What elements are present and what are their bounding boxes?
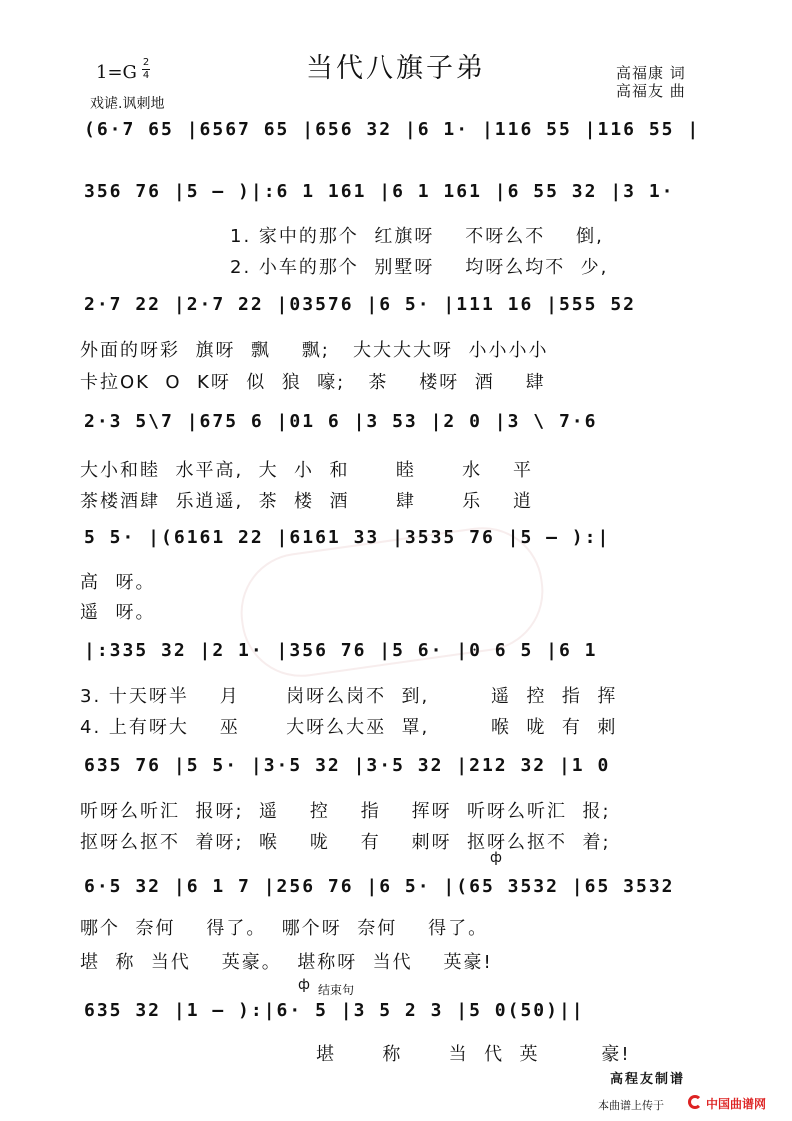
lyric-verse-2: 4. 上有呀大 巫 大呀么大巫 罩, 喉 咙 有 刺	[80, 717, 618, 738]
lyricist-credit: 高福康 词	[616, 64, 686, 82]
lyric-verse-2: 茶楼酒肆 乐逍遥, 茶 楼 酒 肆 乐 逍	[80, 491, 534, 512]
lyric-verse-2: 遥 呀。	[80, 602, 156, 623]
lyric-verse-1: 听呀么听汇 报呀; 遥 控 指 挥呀 听呀么听汇 报;	[80, 801, 611, 822]
ending-label: 结束句	[318, 983, 355, 997]
performance-style: 戏谑.讽刺地	[90, 96, 165, 112]
lyric-verse-2: 2. 小车的那个 别墅呀 均呀么均不 少,	[230, 257, 609, 278]
key-signature: 1=G	[96, 62, 137, 83]
lyric-final: 堪 称 当 代 英 豪!	[316, 1044, 631, 1065]
meter-top: 2	[142, 57, 150, 68]
lyric-verse-1: 1. 家中的那个 红旗呀 不呀么不 倒,	[230, 226, 604, 247]
lyric-verse-1: 哪个 奈何 得了。 哪个呀 奈何 得了。	[80, 918, 489, 939]
coda-sign: ф	[298, 977, 310, 993]
lyric-verse-1: 3. 十天呀半 月 岗呀么岗不 到, 遥 控 指 挥	[80, 686, 618, 707]
time-signature	[142, 58, 150, 81]
lyric-verse-1: 外面的呀彩 旗呀 飘 飘; 大大大大呀 小小小小	[80, 340, 549, 361]
site-logo: 中国曲谱网	[706, 1097, 767, 1111]
notation-line: 5 5· |(6161 22 |6161 33 |3535 76 |5 – ):|	[84, 527, 611, 548]
lyric-verse-1: 高 呀。	[80, 572, 156, 593]
notation-line: 2·7 22 |2·7 22 |03576 |6 5· |111 16 |555 52	[84, 294, 636, 315]
notation-line: |:335 32 |2 1· |356 76 |5 6· |0 6 5 |6 1	[84, 640, 598, 661]
site-logo-icon	[688, 1095, 702, 1109]
song-title: 当代八旗子弟	[306, 53, 486, 84]
composer-credit: 高福友 曲	[616, 82, 686, 100]
notation-line: 2·3 5\7 |675 6 |01 6 |3 53 |2 0 |3 \ 7·6	[84, 411, 598, 432]
notation-line: 635 76 |5 5· |3·5 32 |3·5 32 |212 32 |1 0	[84, 755, 611, 776]
lyric-verse-2: 卡拉OK O K呀 似 狼 嚎; 茶 楼呀 酒 肆	[80, 372, 546, 393]
coda-sign: ф	[490, 850, 502, 866]
meter-bottom: 4	[142, 70, 150, 81]
lyric-verse-2: 抠呀么抠不 着呀; 喉 咙 有 刺呀 抠呀么抠不 着;	[80, 832, 611, 853]
lyric-verse-1: 大小和睦 水平高, 大 小 和 睦 水 平	[80, 460, 534, 481]
upload-note: 本曲谱上传于	[598, 1099, 664, 1112]
lyric-verse-2: 堪 称 当代 英豪。 堪称呀 当代 英豪!	[80, 952, 493, 973]
notation-line: (6·7 65 |6567 65 |656 32 |6 1· |116 55 |116 55 |	[84, 119, 701, 140]
notation-line: 356 76 |5 – )|:6 1 161 |6 1 161 |6 55 32 |3 1·	[84, 181, 675, 202]
notation-line: 6·5 32 |6 1 7 |256 76 |6 5· |(65 3532 |65 3532	[84, 876, 675, 897]
arranger-credit: 高程友制谱	[610, 1072, 686, 1087]
notation-line: 635 32 |1 – ):|6· 5 |3 5 2 3 |5 0(50)||	[84, 1000, 585, 1021]
